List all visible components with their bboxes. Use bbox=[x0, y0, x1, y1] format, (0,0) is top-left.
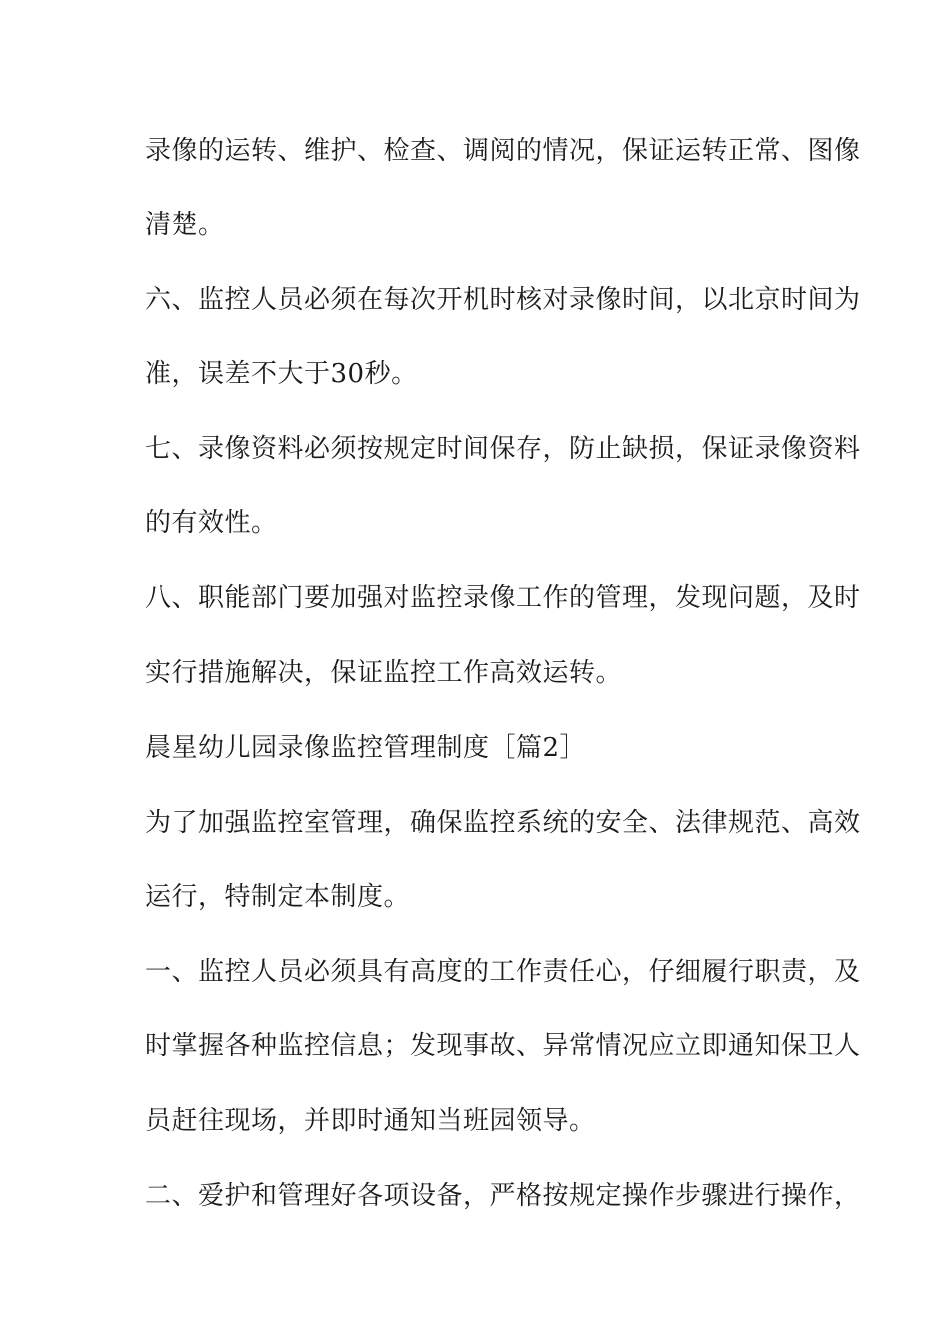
text-line: 六、监控人员必须在每次开机时核对录像时间，以北京时间为 bbox=[145, 285, 861, 315]
text-line: 的有效性。 bbox=[145, 508, 278, 538]
text-line: 录像的运转、维护、检查、调阅的情况，保证运转正常、图像 bbox=[145, 136, 861, 166]
text-line: 准，误差不大于30秒。 bbox=[145, 359, 418, 389]
text-line: 七、录像资料必须按规定时间保存，防止缺损，保证录像资料 bbox=[145, 434, 861, 464]
section-heading: 晨星幼儿园录像监控管理制度［篇2］ bbox=[145, 733, 587, 763]
text-line: 员赶往现场，并即时通知当班园领导。 bbox=[145, 1106, 596, 1136]
text-line: 运行，特制定本制度。 bbox=[145, 882, 411, 912]
text-line: 一、监控人员必须具有高度的工作责任心，仔细履行职责，及 bbox=[145, 957, 861, 987]
text-line: 时掌握各种监控信息；发现事故、异常情况应立即通知保卫人 bbox=[145, 1031, 861, 1061]
text-line: 实行措施解决，保证监控工作高效运转。 bbox=[145, 658, 623, 688]
text-line: 二、爱护和管理好各项设备，严格按规定操作步骤进行操作， bbox=[145, 1181, 861, 1211]
text-line: 清楚。 bbox=[145, 210, 225, 240]
text-line: 八、职能部门要加强对监控录像工作的管理，发现问题，及时 bbox=[145, 583, 861, 613]
text-line: 为了加强监控室管理，确保监控系统的安全、法律规范、高效 bbox=[145, 808, 861, 838]
